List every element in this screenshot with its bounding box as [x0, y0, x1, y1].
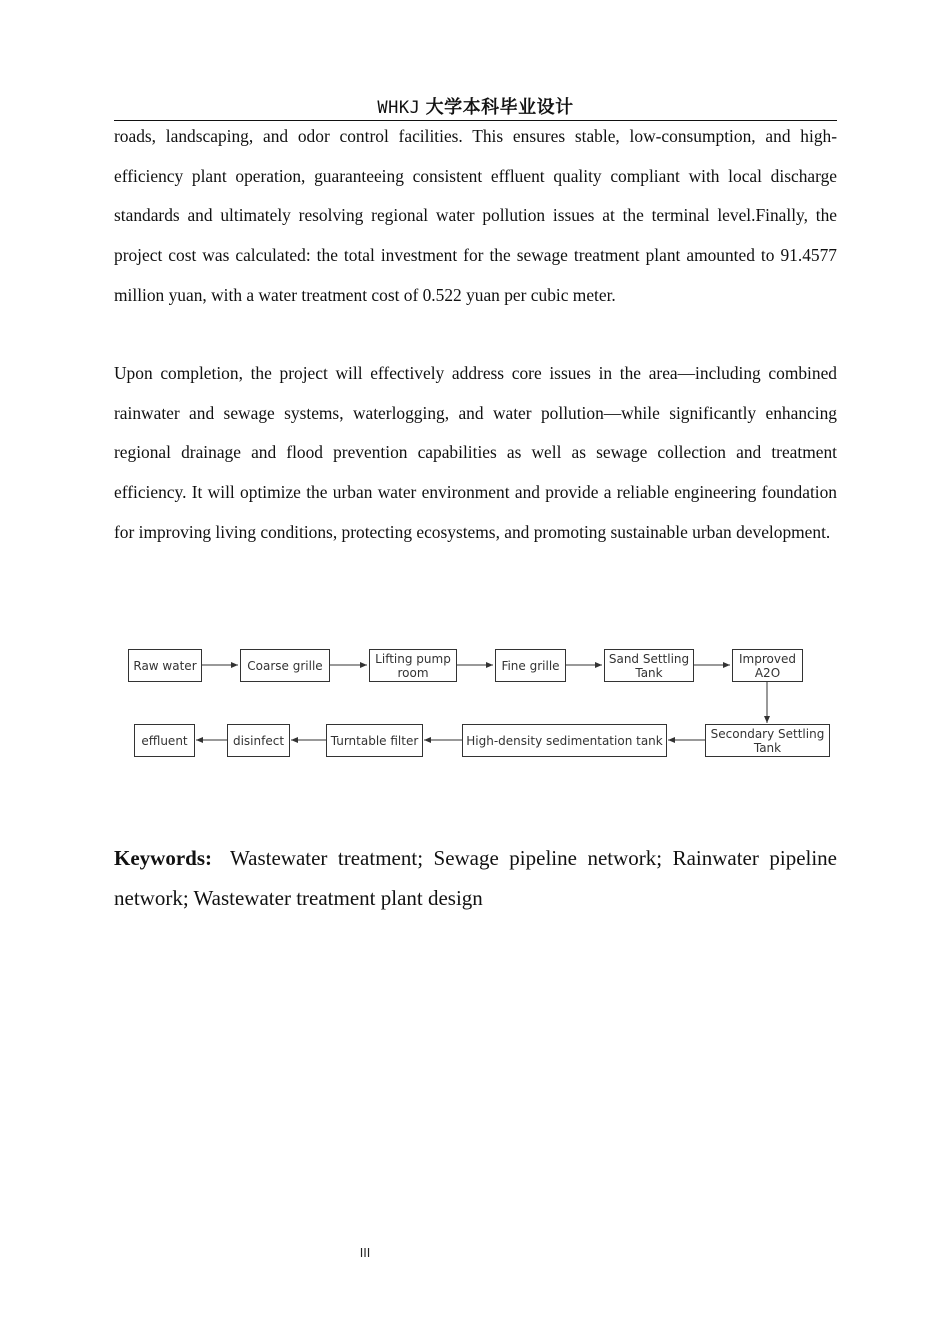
node-sand-settling-tank: Sand Settling Tank: [604, 649, 694, 682]
node-improved-a2o: Improved A2O: [732, 649, 803, 682]
node-raw-water: Raw water: [128, 649, 202, 682]
node-lifting-pump-room: Lifting pump room: [369, 649, 457, 682]
keywords-text: Wastewater treatment; Sewage pipeline network; Rainwater pipeline network; Wastewater treatment plant design: [114, 846, 837, 910]
paragraph-conclusion: Upon completion, the project will effectively address core issues in the area—including combined rainwater and sewage systems, waterlogging, and water pollution—while significantly enhancing regional drainage and flood prevention capabilities as well as sewage collection and treatment efficiency. It will optimize the urban water environment and provide a reliable engineering foundation for improving living conditions, protecting ecosystems, and promoting sustainable urban development.: [114, 363, 837, 542]
node-fine-grille: Fine grille: [495, 649, 566, 682]
keywords-label: Keywords:: [114, 846, 212, 870]
paragraph-cost: roads, landscaping, and odor control facilities. This ensures stable, low-consumption, and high-efficiency plant operation, guaranteeing consistent effluent quality compliant with local discharge standards and ultimately resolving regional water pollution issues at the terminal level.Finally, the project cost was calculated: the total investment for the sewage treatment plant amounted to 91.4577 million yuan, with a water treatment cost of 0.522 yuan per cubic meter.: [114, 126, 837, 305]
node-coarse-grille: Coarse grille: [240, 649, 330, 682]
process-flowchart: [125, 645, 835, 761]
node-high-density-sedimentation-tank: High-density sedimentation tank: [462, 724, 667, 757]
node-secondary-settling-tank: Secondary Settling Tank: [705, 724, 830, 757]
page-number: III: [359, 1246, 371, 1260]
header-latin: WHKJ: [377, 98, 421, 118]
node-disinfect: disinfect: [227, 724, 290, 757]
header-cjk: 大学本科毕业设计: [425, 97, 574, 118]
node-turntable-filter: Turntable filter: [326, 724, 423, 757]
keywords-block: [114, 838, 837, 918]
node-effluent: effluent: [134, 724, 195, 757]
